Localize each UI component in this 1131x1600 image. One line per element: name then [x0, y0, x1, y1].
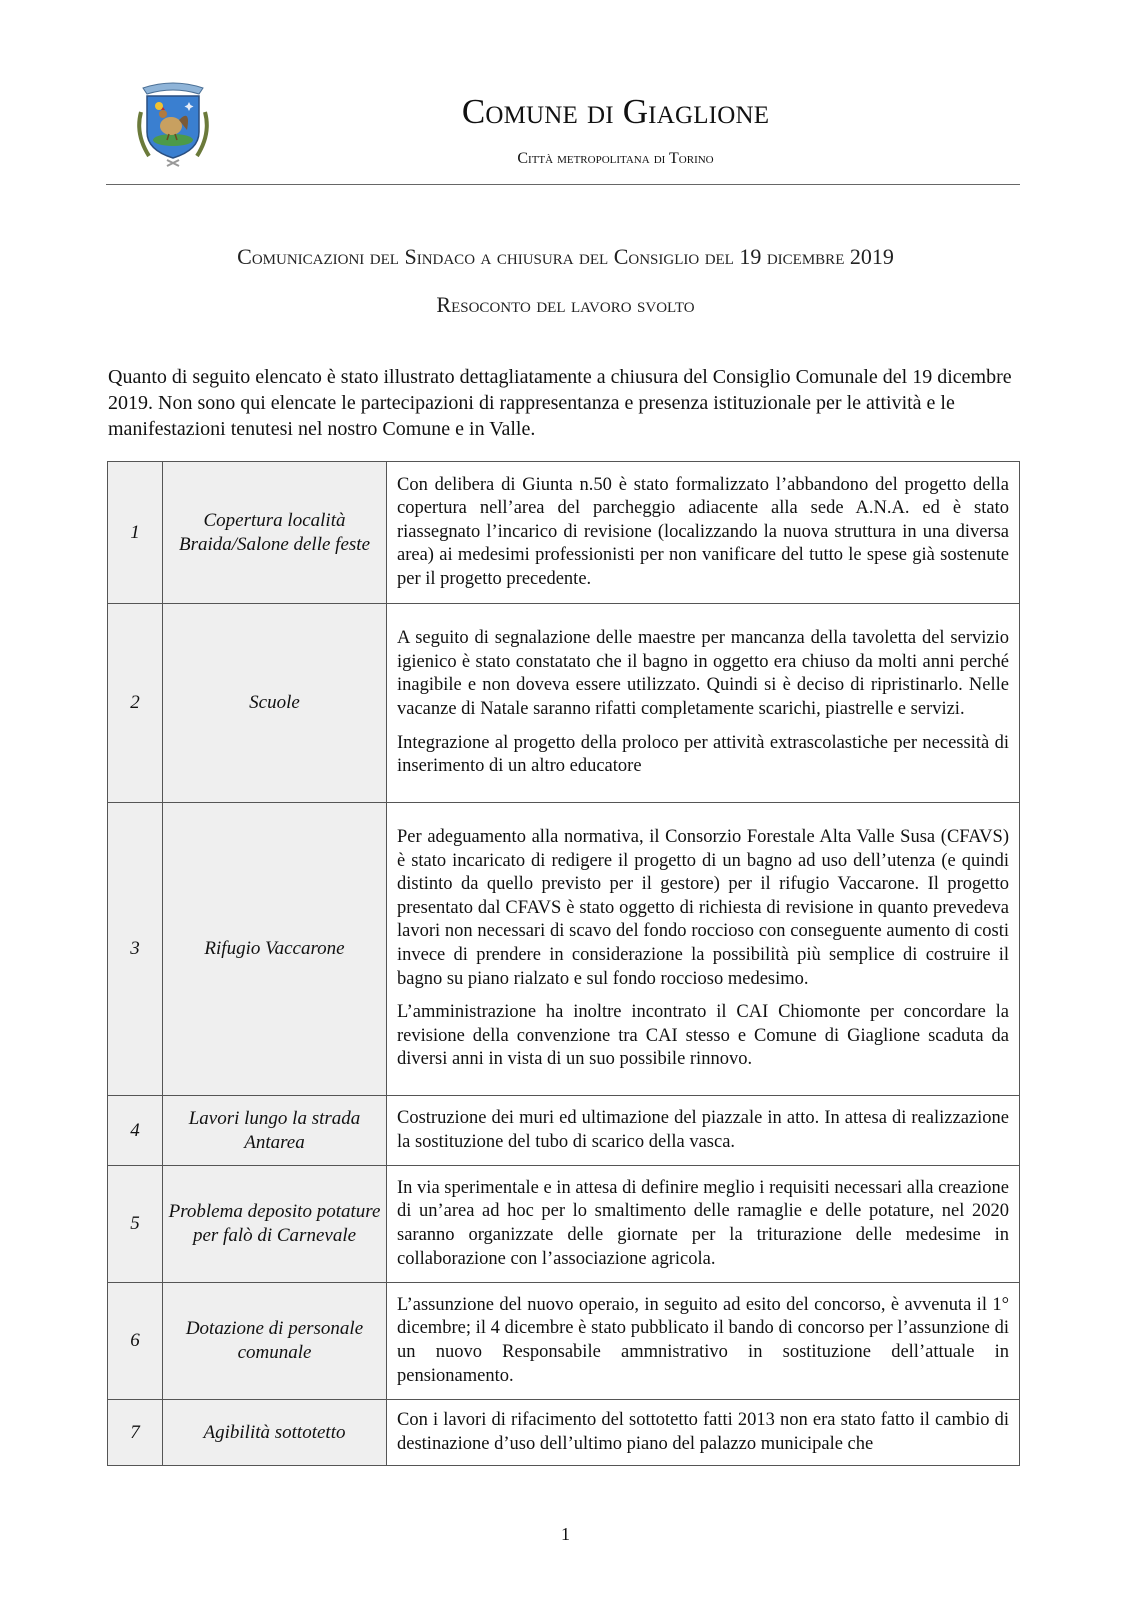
item-topic: Dotazione di personale comunale [163, 1283, 387, 1400]
item-number: 7 [108, 1400, 163, 1466]
item-number: 6 [108, 1283, 163, 1400]
item-description [387, 604, 1020, 803]
item-number: 1 [108, 462, 163, 604]
item-topic: Rifugio Vaccarone [163, 803, 387, 1096]
header-divider [106, 184, 1020, 185]
description-paragraph: Con delibera di Giunta n.50 è stato formalizzato l’abbandono del progetto della copertura nell’area del parcheggio adiacente alla sede A.N.A. ed è stato riassegnato l’incarico di revisione (localizzando la nuova struttura in una diversa area) ai medesimi professionisti per non vanificare del tutto le spese già sostenute per il progetto precedente. [397, 474, 1009, 589]
item-description [387, 1400, 1020, 1466]
description-paragraph: L’amministrazione ha inoltre incontrato il CAI Chiomonte per concordare la revisione della convenzione tra CAI stesso e Comune di Giaglione scaduta da diversi anni in vista di un suo possibile rinnovo. [397, 1002, 1009, 1070]
items-table-body [108, 462, 1020, 1466]
table-row [108, 1166, 1020, 1283]
description-paragraph: Integrazione al progetto della proloco per attività extrascolastiche per necessità di inserimento di un altro educatore [397, 732, 1009, 777]
table-row [108, 803, 1020, 1096]
items-table [107, 461, 1020, 1466]
intro-paragraph: Quanto di seguito elencato è stato illustrato dettagliatamente a chiusura del Consiglio Comunale del 19 dicembre 2019. Non sono qui elencate le partecipazioni di rappresentanza e presenza istituzionale per le attività e le manifestazioni tenutesi nel nostro Comune e in Valle. [108, 366, 1012, 440]
item-number: 5 [108, 1166, 163, 1283]
description-paragraph: Con i lavori di rifacimento del sottotetto fatti 2013 non era stato fatto il cambio di destinazione d’uso dell’ultimo piano del palazzo municipale che [397, 1410, 1009, 1454]
item-description [387, 803, 1020, 1096]
item-topic: Scuole [163, 604, 387, 803]
document-title: Comunicazioni del Sindaco a chiusura del Consiglio del 19 dicembre 2019 [237, 244, 894, 269]
table-row [108, 1400, 1020, 1466]
item-topic: Problema deposito potature per falò di Carnevale [163, 1166, 387, 1283]
table-row [108, 462, 1020, 604]
item-description [387, 1283, 1020, 1400]
item-topic: Copertura località Braida/Salone delle feste [163, 462, 387, 604]
document-subtitle: Resoconto del lavoro svolto [436, 292, 695, 317]
page-number: 1 [561, 1524, 570, 1544]
item-description [387, 1166, 1020, 1283]
item-number: 2 [108, 604, 163, 803]
item-topic: Agibilità sottotetto [163, 1400, 387, 1466]
item-number: 4 [108, 1096, 163, 1166]
description-paragraph: Costruzione dei muri ed ultimazione del piazzale in atto. In attesa di realizzazione la sostituzione del tubo di scarico della vasca. [397, 1107, 1009, 1152]
item-number: 3 [108, 803, 163, 1096]
table-row [108, 604, 1020, 803]
item-description [387, 462, 1020, 604]
description-paragraph: In via sperimentale e in attesa di definire meglio i requisiti necessari alla creazione di un’area ad hoc per lo smaltimento delle ramaglie e delle potature, nel 2020 saranno organizzate delle giornate per la triturazione delle medesime in collaborazione con l’associazione agricola. [397, 1177, 1009, 1269]
municipality-name: Comune di Giaglione [461, 92, 770, 131]
table-row [108, 1096, 1020, 1166]
description-paragraph: Per adeguamento alla normativa, il Consorzio Forestale Alta Valle Susa (CFAVS) è stato incaricato di redigere il progetto di un bagno ad uso dell’utenza (e quindi distinto da quello previsto per il gestore) per il rifugio Vaccarone. Il progetto presentato dal CFAVS è stato oggetto di richiesta di revisione in quanto prevedeva lavori non necessari di scavo del fondo roccioso con conseguente aumento di costi invece di prendere in considerazione la possibilità più semplice di costruire il bagno su piano rialzato e sul fondo roccioso medesimo. [397, 827, 1009, 989]
item-topic: Lavori lungo la strada Antarea [163, 1096, 387, 1166]
description-paragraph: A seguito di segnalazione delle maestre per mancanza della tavoletta del servizio igienico è stato constatato che il bagno in oggetto era chiuso da molti anni perché inagibile e non doveva essere utilizzato. Quindi si è deciso di ripristinarlo. Nelle vacanze di Natale saranno rifatti completamente scarichi, piastrelle e servizi. [397, 628, 1009, 719]
item-description [387, 1096, 1020, 1166]
table-row [108, 1283, 1020, 1400]
municipality-subtitle: Città metropolitana di Torino [517, 150, 714, 167]
description-paragraph: L’assunzione del nuovo operaio, in seguito ad esito del concorso, è avvenuta il 1° dicembre; il 4 dicembre è stato pubblicato il bando di concorso per l’assunzione di un nuovo Responsabile ammnistrativo in sostituzione dell’attuale in pensionamento. [397, 1294, 1009, 1386]
